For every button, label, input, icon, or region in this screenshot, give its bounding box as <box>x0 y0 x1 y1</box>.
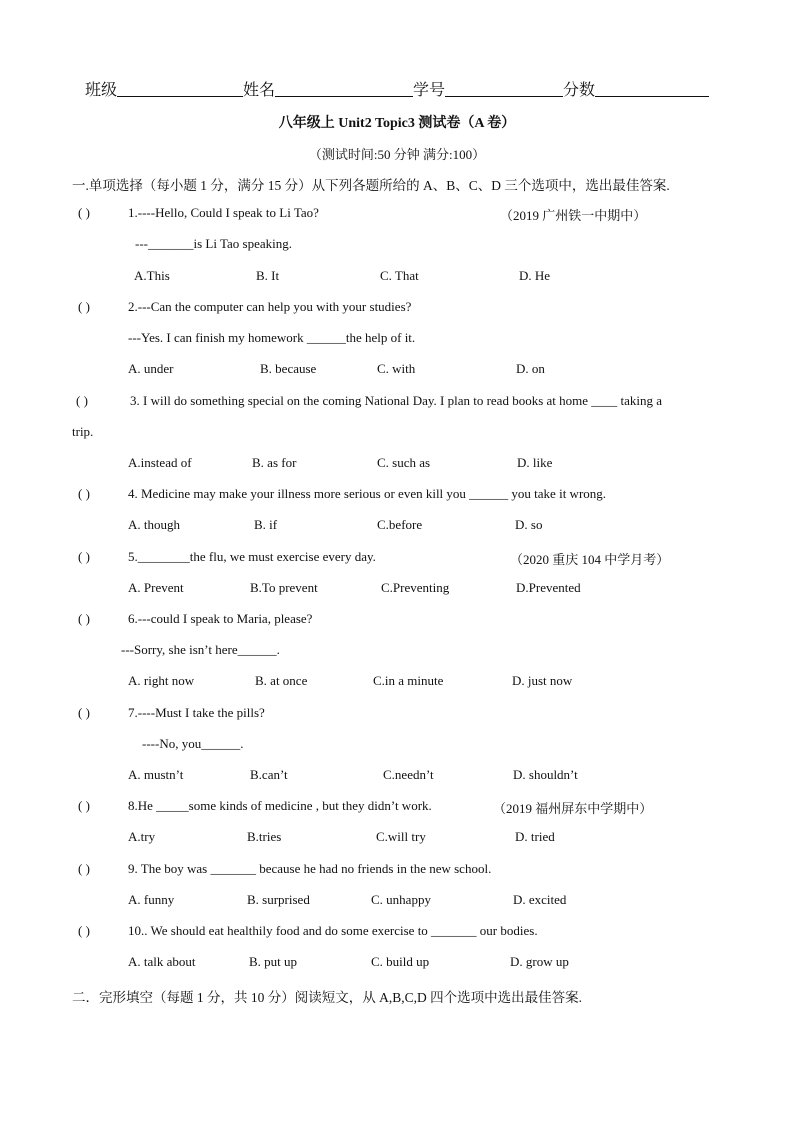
option-d[interactable]: D.Prevented <box>516 580 581 595</box>
question-stem: 4. Medicine may make your illness more serious or even kill you ______ you take it wrong. <box>128 486 607 501</box>
question-stem-line2: ----No, you______. <box>142 736 244 751</box>
number-label: 学号 <box>413 82 446 99</box>
option-a[interactable]: A. talk about <box>128 954 196 969</box>
option-c[interactable]: C.Preventing <box>381 580 450 595</box>
answer-blank[interactable]: ( ) <box>76 393 88 408</box>
score-field[interactable] <box>595 80 709 97</box>
option-b[interactable]: B. because <box>260 361 317 376</box>
answer-blank[interactable]: ( ) <box>78 205 90 220</box>
option-a[interactable]: A. mustn’t <box>128 767 184 782</box>
option-d[interactable]: D. shouldn’t <box>513 767 578 782</box>
option-a[interactable]: A.try <box>128 829 156 844</box>
option-c[interactable]: C. such as <box>377 455 431 470</box>
option-b[interactable]: B. at once <box>255 673 308 688</box>
option-b[interactable]: B.can’t <box>250 767 288 782</box>
question-stem: 1.----Hello, Could I speak to Li Tao? <box>128 205 319 220</box>
option-b[interactable]: B. if <box>254 517 278 532</box>
name-label: 姓名 <box>243 82 276 99</box>
option-d[interactable]: D. on <box>516 361 545 376</box>
option-d[interactable]: D. so <box>515 517 543 532</box>
option-c[interactable]: C.in a minute <box>373 673 444 688</box>
option-a[interactable]: A.instead of <box>128 455 192 470</box>
option-d[interactable]: D. like <box>517 455 553 470</box>
option-c[interactable]: C. build up <box>371 954 430 969</box>
answer-blank[interactable]: ( ) <box>78 611 90 626</box>
option-a[interactable]: A. though <box>128 517 180 532</box>
question-stem-line2: ---Yes. I can finish my homework ______the help of it. <box>128 330 416 345</box>
option-c[interactable]: C.will try <box>376 829 426 844</box>
question-stem: 5.________the flu, we must exercise every day. <box>128 549 376 564</box>
question-stem: 6.---could I speak to Maria, please? <box>128 611 313 626</box>
option-a[interactable]: A. right now <box>128 673 195 688</box>
question-source: （2020 重庆 104 中学月考） <box>510 552 670 567</box>
option-c[interactable]: C. unhappy <box>371 892 431 907</box>
answer-blank[interactable]: ( ) <box>78 861 90 876</box>
option-c[interactable]: C. with <box>377 361 416 376</box>
option-c[interactable]: C.needn’t <box>383 767 434 782</box>
page-subtitle: （测试时间:50 分钟 满分:100） <box>308 147 486 162</box>
question-stem: 9. The boy was _______ because he had no friends in the new school. <box>128 861 492 876</box>
option-b[interactable]: B. put up <box>249 954 298 969</box>
section-1-heading: 一.单项选择（每小题 1 分，满分 15 分）从下列各题所给的 A、B、C、D 三个选项中，选出最佳答案. <box>72 178 670 193</box>
question-stem: 7.----Must I take the pills? <box>128 705 265 720</box>
option-d[interactable]: D. grow up <box>510 954 569 969</box>
score-label: 分数 <box>563 82 596 99</box>
answer-blank[interactable]: ( ) <box>78 923 90 938</box>
answer-blank[interactable]: ( ) <box>78 299 90 314</box>
option-a[interactable]: A. funny <box>128 892 175 907</box>
option-b[interactable]: B.tries <box>247 829 282 844</box>
question-stem: 10.. We should eat healthily food and do some exercise to _______ our bodies. <box>128 923 538 938</box>
student-info-header <box>85 77 709 100</box>
option-d[interactable]: D. tried <box>515 829 555 844</box>
option-d[interactable]: D. He <box>519 268 551 283</box>
question-stem: 3. I will do something special on the coming National Day. I plan to read books at home ____ taking a <box>130 393 663 408</box>
answer-blank[interactable]: ( ) <box>78 798 90 813</box>
question-source: （2019 广州铁一中期中） <box>500 208 647 223</box>
question-stem: 2.---Can the computer can help you with your studies? <box>128 299 412 314</box>
answer-blank[interactable]: ( ) <box>78 486 90 501</box>
question-source: （2019 福州屏东中学期中） <box>493 801 653 816</box>
answer-blank[interactable]: ( ) <box>78 705 90 720</box>
option-b[interactable]: B. surprised <box>247 892 310 907</box>
option-a[interactable]: A.This <box>134 268 170 283</box>
class-field[interactable] <box>117 80 243 97</box>
option-d[interactable]: D. just now <box>512 673 573 688</box>
option-b[interactable]: B. It <box>256 268 280 283</box>
answer-blank[interactable]: ( ) <box>78 549 90 564</box>
option-c[interactable]: C.before <box>377 517 423 532</box>
number-field[interactable] <box>445 80 563 97</box>
option-b[interactable]: B.To prevent <box>250 580 318 595</box>
page-title: 八年级上 Unit2 Topic3 测试卷（A 卷） <box>278 116 516 131</box>
question-stem-line2: trip. <box>72 424 94 439</box>
option-a[interactable]: A. Prevent <box>128 580 184 595</box>
question-stem: 8.He _____some kinds of medicine , but they didn’t work. <box>128 798 432 813</box>
option-d[interactable]: D. excited <box>513 892 567 907</box>
question-stem-line2: ---Sorry, she isn’t here______. <box>121 642 280 657</box>
option-b[interactable]: B. as for <box>252 455 297 470</box>
name-field[interactable] <box>275 80 413 97</box>
class-label: 班级 <box>85 82 118 99</box>
option-a[interactable]: A. under <box>128 361 174 376</box>
option-c[interactable]: C. That <box>380 268 419 283</box>
section-2-heading: 二．完形填空（每题 1 分，共 10 分）阅读短文，从 A,B,C,D 四个选项中选出最佳答案. <box>72 990 583 1005</box>
question-stem-line2: ---_______is Li Tao speaking. <box>135 236 292 251</box>
